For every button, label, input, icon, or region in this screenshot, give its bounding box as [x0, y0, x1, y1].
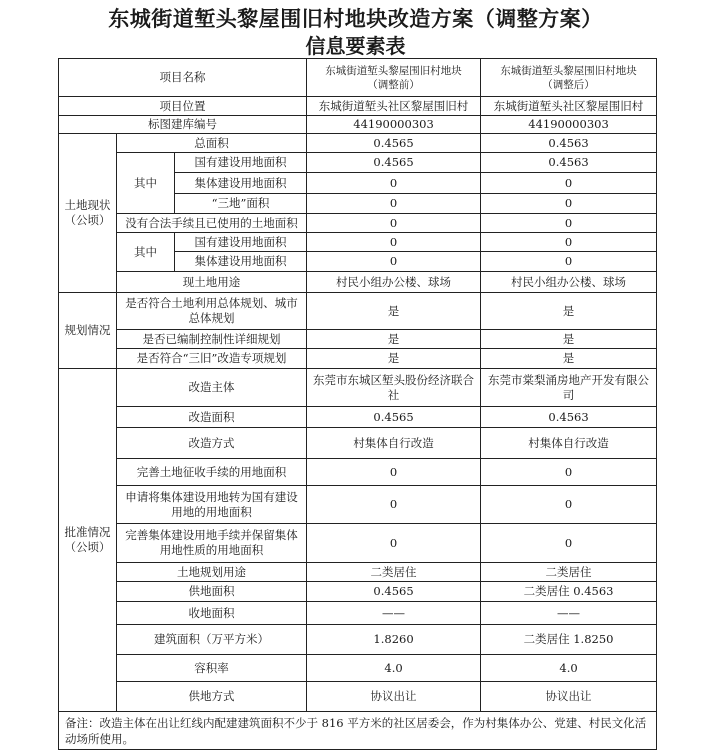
row-label: 项目位置 — [59, 97, 307, 116]
table-row — [59, 524, 657, 563]
after-value: 0 — [481, 524, 657, 563]
row-label: 现土地用途 — [117, 272, 307, 293]
before-value: 是 — [307, 330, 481, 349]
row-label: 供地方式 — [117, 682, 307, 712]
after-value: 0 — [481, 459, 657, 486]
after-value: 是 — [481, 293, 657, 330]
table-row — [59, 153, 657, 173]
before-value: 44190000303 — [307, 116, 481, 134]
after-value: 0 — [481, 194, 657, 214]
before-value: 0.4565 — [307, 134, 481, 153]
after-value: 0.4563 — [481, 134, 657, 153]
after-value: 二类居住 — [481, 563, 657, 582]
before-value: 村民小组办公楼、球场 — [307, 272, 481, 293]
after-value: 0 — [481, 233, 657, 252]
table-row — [59, 712, 657, 750]
before-value: 0.4565 — [307, 582, 481, 602]
table-row — [59, 563, 657, 582]
after-value: 是 — [481, 349, 657, 369]
after-value: 二类居住 1.8250 — [481, 625, 657, 655]
table-row — [59, 655, 657, 682]
after-value: 0.4563 — [481, 153, 657, 173]
after-value: 0 — [481, 173, 657, 194]
row-label: 是否已编制控制性详细规划 — [117, 330, 307, 349]
group-label-land-status: 土地现状（公顷） — [59, 134, 117, 293]
table-row — [59, 330, 657, 349]
after-value: 0 — [481, 252, 657, 272]
before-value: 是 — [307, 293, 481, 330]
table-row — [59, 602, 657, 625]
row-label: 集体建设用地面积 — [175, 173, 307, 194]
before-value: 4.0 — [307, 655, 481, 682]
table-row — [59, 134, 657, 153]
table-row — [59, 97, 657, 116]
after-value: 4.0 — [481, 655, 657, 682]
among-label: 其中 — [117, 233, 175, 272]
row-label: 土地规划用途 — [117, 563, 307, 582]
before-value: 协议出让 — [307, 682, 481, 712]
row-label: 收地面积 — [117, 602, 307, 625]
table-row — [59, 369, 657, 407]
before-value: 0.4565 — [307, 153, 481, 173]
after-header: 东城街道堑头黎屋围旧村地块 （调整后） — [481, 59, 657, 97]
row-label: 是否符合“三旧”改造专项规划 — [117, 349, 307, 369]
table-row — [59, 582, 657, 602]
after-value: 东莞市棠梨涌房地产开发有限公司 — [481, 369, 657, 407]
row-label: 申请将集体建设用地转为国有建设用地的用地面积 — [117, 486, 307, 524]
row-label: 改造面积 — [117, 407, 307, 428]
table-row — [59, 428, 657, 459]
after-value: —— — [481, 602, 657, 625]
among-label: 其中 — [117, 153, 175, 214]
before-value: 0.4565 — [307, 407, 481, 428]
after-value: 二类居住 0.4563 — [481, 582, 657, 602]
remark: 备注：改造主体在出让红线内配建建筑面积不少于 816 平方米的社区居委会，作为村集体办公、党建、村民文化活动场所使用。 — [59, 712, 657, 750]
table-row — [59, 272, 657, 293]
document-subtitle: 信息要素表 — [305, 34, 406, 58]
table-row — [59, 214, 657, 233]
row-label: 国有建设用地面积 — [175, 233, 307, 252]
row-label: 国有建设用地面积 — [175, 153, 307, 173]
before-value: 0 — [307, 524, 481, 563]
before-value: 村集体自行改造 — [307, 428, 481, 459]
item-name-header: 项目名称 — [59, 59, 307, 97]
before-value: 0 — [307, 173, 481, 194]
info-table — [58, 58, 657, 750]
after-value: 村集体自行改造 — [481, 428, 657, 459]
before-value: 0 — [307, 194, 481, 214]
row-label: 集体建设用地面积 — [175, 252, 307, 272]
table-row — [59, 59, 657, 97]
after-value: 协议出让 — [481, 682, 657, 712]
row-label: 建筑面积（万平方米） — [117, 625, 307, 655]
table-row — [59, 625, 657, 655]
before-value: 0 — [307, 459, 481, 486]
table-row — [59, 486, 657, 524]
row-label: 改造方式 — [117, 428, 307, 459]
after-value: 是 — [481, 330, 657, 349]
table-row — [59, 293, 657, 330]
table-row — [59, 459, 657, 486]
after-value: 44190000303 — [481, 116, 657, 134]
row-label: 标图建库编号 — [59, 116, 307, 134]
table-row — [59, 682, 657, 712]
after-value: 东城街道堑头社区黎屋围旧村 — [481, 97, 657, 116]
table-row — [59, 407, 657, 428]
row-label: 容积率 — [117, 655, 307, 682]
row-label: 供地面积 — [117, 582, 307, 602]
table-row — [59, 349, 657, 369]
before-value: 0 — [307, 214, 481, 233]
after-value: 0.4563 — [481, 407, 657, 428]
group-label-approval: 批准情况（公顷） — [59, 369, 117, 712]
after-value: 0 — [481, 486, 657, 524]
before-value: —— — [307, 602, 481, 625]
group-label-planning: 规划情况 — [59, 293, 117, 369]
document-title: 东城街道堑头黎屋围旧村地块改造方案（调整方案） — [108, 7, 603, 31]
after-value: 村民小组办公楼、球场 — [481, 272, 657, 293]
before-value: 1.8260 — [307, 625, 481, 655]
row-label: 改造主体 — [117, 369, 307, 407]
before-value: 二类居住 — [307, 563, 481, 582]
row-label: 总面积 — [117, 134, 307, 153]
table-row — [59, 233, 657, 252]
row-label: 完善土地征收手续的用地面积 — [117, 459, 307, 486]
row-label: “三地”面积 — [175, 194, 307, 214]
after-value: 0 — [481, 214, 657, 233]
before-value: 东莞市东城区堑头股份经济联合社 — [307, 369, 481, 407]
before-header: 东城街道堑头黎屋围旧村地块 （调整前） — [307, 59, 481, 97]
table-row — [59, 116, 657, 134]
before-value: 是 — [307, 349, 481, 369]
before-value: 0 — [307, 486, 481, 524]
before-value: 东城街道堑头社区黎屋围旧村 — [307, 97, 481, 116]
before-value: 0 — [307, 233, 481, 252]
row-label: 完善集体建设用地手续并保留集体用地性质的用地面积 — [117, 524, 307, 563]
row-label: 没有合法手续且已使用的土地面积 — [117, 214, 307, 233]
row-label: 是否符合土地利用总体规划、城市总体规划 — [117, 293, 307, 330]
before-value: 0 — [307, 252, 481, 272]
